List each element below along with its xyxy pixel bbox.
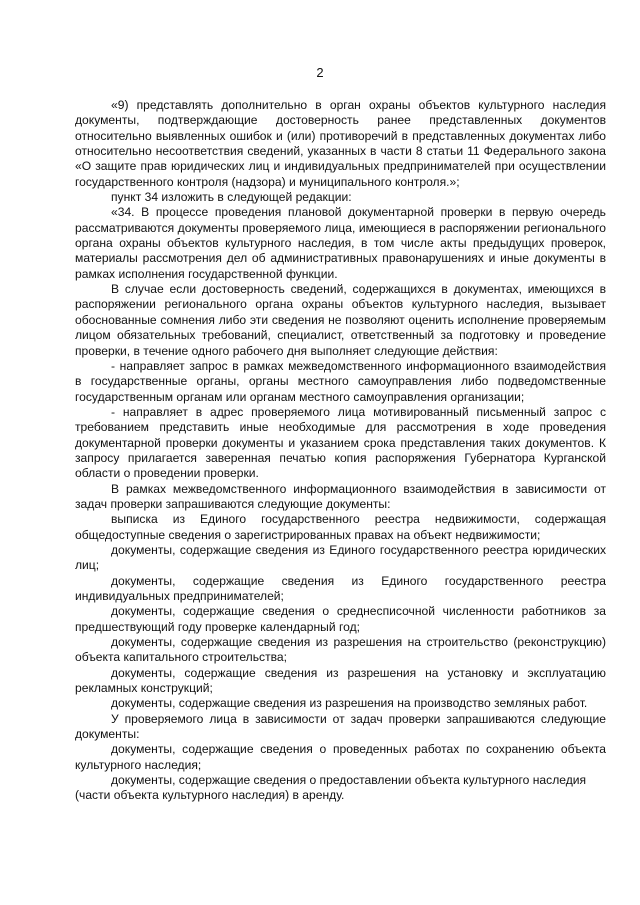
list-item: документы, содержащие сведения о предоставлении объекта культурного наследия (части объекта культурного наследия) в аренду. bbox=[75, 773, 587, 803]
paragraph-interagency-request: - направляет запрос в рамках межведомственного информационного взаимодействия в государственные органы, органы местного самоуправления либо подведомственные государственным органам или органам местного самоуправления организации; bbox=[75, 358, 606, 404]
list-item: документы, содержащие сведения из разрешения на производство земляных работ. bbox=[111, 696, 588, 711]
list-item: документы, содержащие сведения из разрешения на строительство (реконструкцию) объекта капитального строительства; bbox=[75, 635, 606, 665]
paragraph-point-34-intro: пункт 34 изложить в следующей редакции: bbox=[111, 190, 352, 205]
list-item: документы, содержащие сведения из Единого государственного реестра индивидуальных предпринимателей; bbox=[75, 573, 606, 603]
list-item: выписка из Единого государственного реестра недвижимости, содержащая общедоступные сведения о зарегистрированных правах на объект недвижимости; bbox=[75, 512, 606, 542]
list-item: документы, содержащие сведения из Единого государственного реестра юридических лиц; bbox=[75, 542, 606, 573]
page-number: 2 bbox=[316, 65, 324, 80]
paragraph-inspected-request: - направляет в адрес проверяемого лица мотивированный письменный запрос с требованием представить иные необходимые для рассмотрения в ходе проведения документарной проверки документы и указанием срока представления таких документов. К запросу прилагается заверенная печатью копия распоряжения Губернатора Курганской области о проведении проверки. bbox=[75, 404, 606, 481]
list-item: документы, содержащие сведения о проведенных работах по сохранению объекта культурного наследия; bbox=[75, 742, 606, 772]
list-item: документы, содержащие сведения о среднесписочной численности работников за предшествующий году проверке календарный год; bbox=[75, 604, 606, 634]
document-body bbox=[75, 98, 606, 804]
paragraph-interagency-documents: В рамках межведомственного информационного взаимодействия в зависимости от задач проверки запрашиваются следующие документы: bbox=[75, 481, 606, 511]
list-item: документы, содержащие сведения из разрешения на установку и эксплуатацию рекламных конструкций; bbox=[75, 665, 606, 696]
paragraph-reliability-doubt: В случае если достоверность сведений, содержащихся в документах, имеющихся в распоряжении регионального органа охраны объектов культурного наследия, вызывает обоснованные сомнения либо эти сведения не позволяют оценить исполнение проверяемым лицом обязательных требований, специалист, ответственный за подготовку и проведение проверки, в течение одного рабочего дня выполняет следующие действия: bbox=[75, 282, 606, 358]
paragraph-point-34: «34. В процессе проведения плановой документарной проверки в первую очередь рассматриваются документы проверяемого лица, имеющиеся в распоряжении регионального органа охраны объектов культурного наследия, в том числе акты предыдущих проверок, материалы рассмотрения дел об административных правонарушениях и иные документы в рамках исполнения государственной функции. bbox=[75, 205, 606, 281]
paragraph-inspected-documents: У проверяемого лица в зависимости от задач проверки запрашиваются следующие документы: bbox=[75, 711, 606, 742]
paragraph-item-9: «9) представлять дополнительно в орган охраны объектов культурного наследия документы, подтверждающие достоверность ранее представленных документов относительно выявленных ошибок и (или) противоречий в представленных документах либо относительно несоответствия сведений, указанных в части 8 статьи 11 Федерального закона «О защите прав юридических лиц и индивидуальных предпринимателей при осуществлении государственного контроля (надзора) и муниципального контроля.»; bbox=[75, 98, 606, 189]
